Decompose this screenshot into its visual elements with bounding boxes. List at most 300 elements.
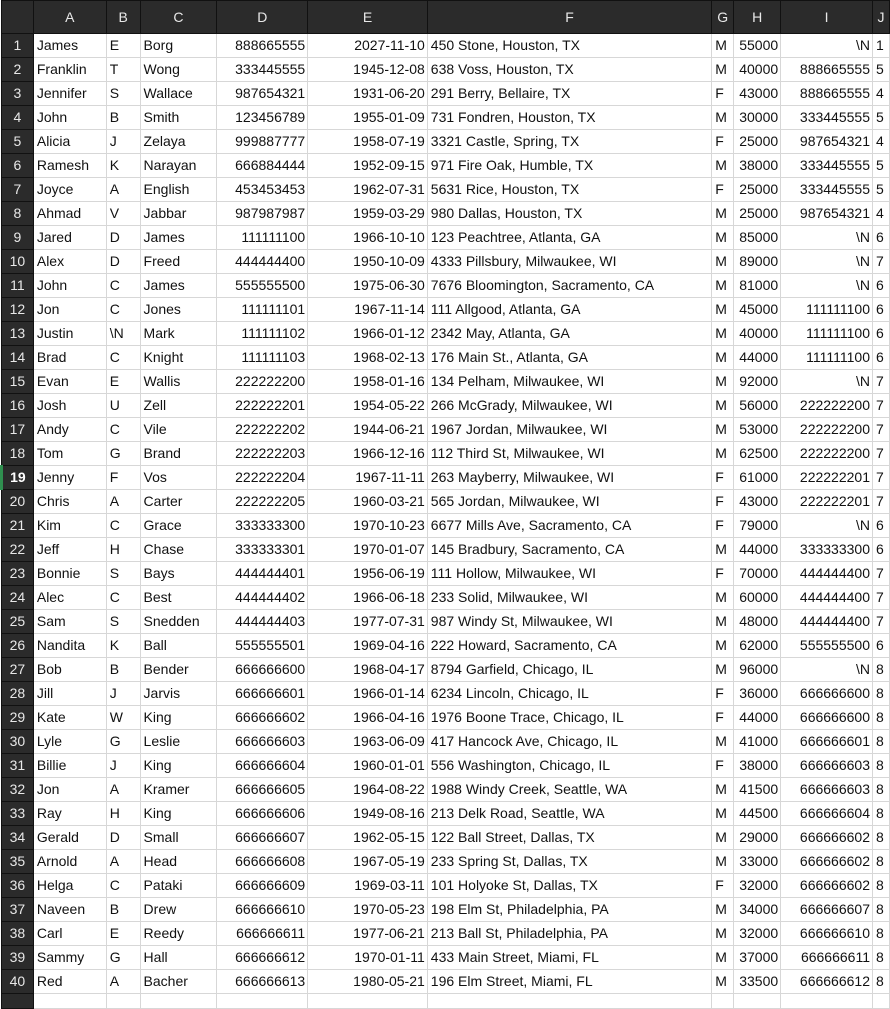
row-header[interactable]: 3 xyxy=(2,82,34,106)
supervisor-ssn-cell[interactable]: 666666607 xyxy=(781,898,873,922)
address-cell[interactable]: 5631 Rice, Houston, TX xyxy=(427,178,711,202)
birth-date-cell[interactable]: 1968-04-17 xyxy=(308,658,428,682)
middle-initial-cell[interactable]: J xyxy=(106,754,140,778)
salary-cell[interactable]: 53000 xyxy=(734,418,781,442)
sex-cell[interactable]: M xyxy=(712,394,734,418)
supervisor-ssn-cell[interactable]: \N xyxy=(781,274,873,298)
salary-cell[interactable]: 25000 xyxy=(734,202,781,226)
last-name-cell[interactable]: James xyxy=(140,274,217,298)
first-name-cell[interactable]: Lyle xyxy=(33,730,106,754)
first-name-cell[interactable]: Andy xyxy=(33,418,106,442)
middle-initial-cell[interactable]: J xyxy=(106,130,140,154)
column-header-e[interactable]: E xyxy=(308,1,428,34)
empty-cell[interactable] xyxy=(712,994,734,1009)
address-cell[interactable]: 222 Howard, Sacramento, CA xyxy=(427,634,711,658)
ssn-cell[interactable]: 222222204 xyxy=(217,466,308,490)
sex-cell[interactable]: M xyxy=(712,586,734,610)
sex-cell[interactable]: M xyxy=(712,418,734,442)
middle-initial-cell[interactable]: C xyxy=(106,874,140,898)
salary-cell[interactable]: 61000 xyxy=(734,466,781,490)
salary-cell[interactable]: 45000 xyxy=(734,298,781,322)
last-name-cell[interactable]: Best xyxy=(140,586,217,610)
birth-date-cell[interactable]: 1949-08-16 xyxy=(308,802,428,826)
row-header[interactable]: 5 xyxy=(2,130,34,154)
supervisor-ssn-cell[interactable]: 987654321 xyxy=(781,202,873,226)
supervisor-ssn-cell[interactable]: 333445555 xyxy=(781,154,873,178)
select-all-corner[interactable] xyxy=(2,1,34,34)
salary-cell[interactable]: 44000 xyxy=(734,346,781,370)
sex-cell[interactable]: M xyxy=(712,802,734,826)
sex-cell[interactable]: M xyxy=(712,850,734,874)
address-cell[interactable]: 417 Hancock Ave, Chicago, IL xyxy=(427,730,711,754)
ssn-cell[interactable]: 987654321 xyxy=(217,82,308,106)
address-cell[interactable]: 1988 Windy Creek, Seattle, WA xyxy=(427,778,711,802)
dept-number-cell[interactable]: 6 xyxy=(872,322,889,346)
last-name-cell[interactable]: Jarvis xyxy=(140,682,217,706)
middle-initial-cell[interactable]: H xyxy=(106,802,140,826)
column-header-b[interactable]: B xyxy=(106,1,140,34)
row-header[interactable] xyxy=(2,994,34,1009)
dept-number-cell[interactable]: 5 xyxy=(872,178,889,202)
row-header[interactable]: 1 xyxy=(2,34,34,58)
last-name-cell[interactable]: Vile xyxy=(140,418,217,442)
ssn-cell[interactable]: 666666610 xyxy=(217,898,308,922)
supervisor-ssn-cell[interactable]: 888665555 xyxy=(781,58,873,82)
column-header-c[interactable]: C xyxy=(140,1,217,34)
row-header[interactable]: 15 xyxy=(2,370,34,394)
address-cell[interactable]: 4333 Pillsbury, Milwaukee, WI xyxy=(427,250,711,274)
birth-date-cell[interactable]: 1958-07-19 xyxy=(308,130,428,154)
salary-cell[interactable]: 41500 xyxy=(734,778,781,802)
first-name-cell[interactable]: Jon xyxy=(33,778,106,802)
birth-date-cell[interactable]: 1966-12-16 xyxy=(308,442,428,466)
dept-number-cell[interactable]: 8 xyxy=(872,658,889,682)
address-cell[interactable]: 731 Fondren, Houston, TX xyxy=(427,106,711,130)
ssn-cell[interactable]: 444444402 xyxy=(217,586,308,610)
supervisor-ssn-cell[interactable]: 987654321 xyxy=(781,130,873,154)
row-header[interactable]: 37 xyxy=(2,898,34,922)
sex-cell[interactable]: M xyxy=(712,610,734,634)
middle-initial-cell[interactable]: C xyxy=(106,298,140,322)
column-header-j[interactable]: J xyxy=(872,1,889,34)
dept-number-cell[interactable]: 8 xyxy=(872,970,889,994)
ssn-cell[interactable]: 666666613 xyxy=(217,970,308,994)
middle-initial-cell[interactable]: S xyxy=(106,82,140,106)
dept-number-cell[interactable]: 7 xyxy=(872,490,889,514)
salary-cell[interactable]: 81000 xyxy=(734,274,781,298)
supervisor-ssn-cell[interactable]: 222222200 xyxy=(781,418,873,442)
sex-cell[interactable]: M xyxy=(712,106,734,130)
sex-cell[interactable]: M xyxy=(712,826,734,850)
first-name-cell[interactable]: Arnold xyxy=(33,850,106,874)
birth-date-cell[interactable]: 1967-05-19 xyxy=(308,850,428,874)
last-name-cell[interactable]: King xyxy=(140,754,217,778)
row-header[interactable]: 39 xyxy=(2,946,34,970)
dept-number-cell[interactable]: 7 xyxy=(872,586,889,610)
salary-cell[interactable]: 33500 xyxy=(734,970,781,994)
first-name-cell[interactable]: Billie xyxy=(33,754,106,778)
row-header[interactable]: 34 xyxy=(2,826,34,850)
middle-initial-cell[interactable]: C xyxy=(106,418,140,442)
last-name-cell[interactable]: Jones xyxy=(140,298,217,322)
row-header[interactable]: 19 xyxy=(2,466,34,490)
birth-date-cell[interactable]: 1970-10-23 xyxy=(308,514,428,538)
address-cell[interactable]: 565 Jordan, Milwaukee, WI xyxy=(427,490,711,514)
ssn-cell[interactable]: 222222200 xyxy=(217,370,308,394)
supervisor-ssn-cell[interactable]: 444444400 xyxy=(781,610,873,634)
dept-number-cell[interactable]: 6 xyxy=(872,538,889,562)
last-name-cell[interactable]: Snedden xyxy=(140,610,217,634)
middle-initial-cell[interactable]: T xyxy=(106,58,140,82)
last-name-cell[interactable]: Wallis xyxy=(140,370,217,394)
middle-initial-cell[interactable]: A xyxy=(106,970,140,994)
middle-initial-cell[interactable]: B xyxy=(106,898,140,922)
empty-cell[interactable] xyxy=(781,994,873,1009)
middle-initial-cell[interactable]: D xyxy=(106,226,140,250)
supervisor-ssn-cell[interactable]: 333333300 xyxy=(781,538,873,562)
row-header[interactable]: 23 xyxy=(2,562,34,586)
middle-initial-cell[interactable]: D xyxy=(106,250,140,274)
ssn-cell[interactable]: 666666608 xyxy=(217,850,308,874)
supervisor-ssn-cell[interactable]: \N xyxy=(781,226,873,250)
address-cell[interactable]: 233 Spring St, Dallas, TX xyxy=(427,850,711,874)
dept-number-cell[interactable]: 7 xyxy=(872,250,889,274)
address-cell[interactable]: 450 Stone, Houston, TX xyxy=(427,34,711,58)
dept-number-cell[interactable]: 8 xyxy=(872,946,889,970)
sex-cell[interactable]: M xyxy=(712,346,734,370)
dept-number-cell[interactable]: 5 xyxy=(872,58,889,82)
supervisor-ssn-cell[interactable]: 888665555 xyxy=(781,82,873,106)
address-cell[interactable]: 213 Delk Road, Seattle, WA xyxy=(427,802,711,826)
middle-initial-cell[interactable]: A xyxy=(106,490,140,514)
middle-initial-cell[interactable]: A xyxy=(106,178,140,202)
sex-cell[interactable]: M xyxy=(712,634,734,658)
supervisor-ssn-cell[interactable]: 444444400 xyxy=(781,562,873,586)
first-name-cell[interactable]: Sammy xyxy=(33,946,106,970)
address-cell[interactable]: 980 Dallas, Houston, TX xyxy=(427,202,711,226)
address-cell[interactable]: 7676 Bloomington, Sacramento, CA xyxy=(427,274,711,298)
sex-cell[interactable]: F xyxy=(712,178,734,202)
last-name-cell[interactable]: Bacher xyxy=(140,970,217,994)
birth-date-cell[interactable]: 1966-01-12 xyxy=(308,322,428,346)
first-name-cell[interactable]: Ahmad xyxy=(33,202,106,226)
last-name-cell[interactable]: King xyxy=(140,802,217,826)
address-cell[interactable]: 198 Elm St, Philadelphia, PA xyxy=(427,898,711,922)
dept-number-cell[interactable]: 8 xyxy=(872,802,889,826)
supervisor-ssn-cell[interactable]: \N xyxy=(781,250,873,274)
salary-cell[interactable]: 89000 xyxy=(734,250,781,274)
sex-cell[interactable]: F xyxy=(712,514,734,538)
first-name-cell[interactable]: Ray xyxy=(33,802,106,826)
dept-number-cell[interactable]: 8 xyxy=(872,898,889,922)
ssn-cell[interactable]: 666666600 xyxy=(217,658,308,682)
dept-number-cell[interactable]: 6 xyxy=(872,226,889,250)
sex-cell[interactable]: M xyxy=(712,154,734,178)
middle-initial-cell[interactable]: J xyxy=(106,682,140,706)
last-name-cell[interactable]: Bays xyxy=(140,562,217,586)
first-name-cell[interactable]: Jenny xyxy=(33,466,106,490)
salary-cell[interactable]: 37000 xyxy=(734,946,781,970)
address-cell[interactable]: 233 Solid, Milwaukee, WI xyxy=(427,586,711,610)
first-name-cell[interactable]: Alec xyxy=(33,586,106,610)
row-header[interactable]: 27 xyxy=(2,658,34,682)
supervisor-ssn-cell[interactable]: 666666600 xyxy=(781,706,873,730)
row-header[interactable]: 14 xyxy=(2,346,34,370)
address-cell[interactable]: 111 Hollow, Milwaukee, WI xyxy=(427,562,711,586)
address-cell[interactable]: 101 Holyoke St, Dallas, TX xyxy=(427,874,711,898)
ssn-cell[interactable]: 666666612 xyxy=(217,946,308,970)
empty-cell[interactable] xyxy=(734,994,781,1009)
middle-initial-cell[interactable]: E xyxy=(106,370,140,394)
salary-cell[interactable]: 44000 xyxy=(734,538,781,562)
row-header[interactable]: 4 xyxy=(2,106,34,130)
salary-cell[interactable]: 32000 xyxy=(734,874,781,898)
last-name-cell[interactable]: Pataki xyxy=(140,874,217,898)
ssn-cell[interactable]: 111111101 xyxy=(217,298,308,322)
salary-cell[interactable]: 62000 xyxy=(734,634,781,658)
first-name-cell[interactable]: Chris xyxy=(33,490,106,514)
sex-cell[interactable]: M xyxy=(712,274,734,298)
salary-cell[interactable]: 34000 xyxy=(734,898,781,922)
sex-cell[interactable]: M xyxy=(712,298,734,322)
ssn-cell[interactable]: 666884444 xyxy=(217,154,308,178)
first-name-cell[interactable]: Jennifer xyxy=(33,82,106,106)
salary-cell[interactable]: 38000 xyxy=(734,154,781,178)
middle-initial-cell[interactable]: E xyxy=(106,922,140,946)
middle-initial-cell[interactable]: K xyxy=(106,634,140,658)
address-cell[interactable]: 987 Windy St, Milwaukee, WI xyxy=(427,610,711,634)
birth-date-cell[interactable]: 1950-10-09 xyxy=(308,250,428,274)
middle-initial-cell[interactable]: H xyxy=(106,538,140,562)
birth-date-cell[interactable]: 1966-04-16 xyxy=(308,706,428,730)
sex-cell[interactable]: M xyxy=(712,778,734,802)
ssn-cell[interactable]: 333445555 xyxy=(217,58,308,82)
last-name-cell[interactable]: Reedy xyxy=(140,922,217,946)
supervisor-ssn-cell[interactable]: 666666600 xyxy=(781,682,873,706)
empty-cell[interactable] xyxy=(106,994,140,1009)
birth-date-cell[interactable]: 1931-06-20 xyxy=(308,82,428,106)
supervisor-ssn-cell[interactable]: 666666601 xyxy=(781,730,873,754)
row-header[interactable]: 9 xyxy=(2,226,34,250)
column-header-a[interactable]: A xyxy=(33,1,106,34)
column-header-d[interactable]: D xyxy=(217,1,308,34)
dept-number-cell[interactable]: 6 xyxy=(872,346,889,370)
supervisor-ssn-cell[interactable]: \N xyxy=(781,658,873,682)
ssn-cell[interactable]: 666666607 xyxy=(217,826,308,850)
last-name-cell[interactable]: Small xyxy=(140,826,217,850)
birth-date-cell[interactable]: 1966-06-18 xyxy=(308,586,428,610)
ssn-cell[interactable]: 666666601 xyxy=(217,682,308,706)
salary-cell[interactable]: 40000 xyxy=(734,322,781,346)
middle-initial-cell[interactable]: C xyxy=(106,346,140,370)
sex-cell[interactable]: F xyxy=(712,874,734,898)
column-header-i[interactable]: I xyxy=(781,1,873,34)
ssn-cell[interactable]: 444444401 xyxy=(217,562,308,586)
dept-number-cell[interactable]: 5 xyxy=(872,154,889,178)
row-header[interactable]: 24 xyxy=(2,586,34,610)
last-name-cell[interactable]: Wong xyxy=(140,58,217,82)
birth-date-cell[interactable]: 1960-01-01 xyxy=(308,754,428,778)
salary-cell[interactable]: 55000 xyxy=(734,34,781,58)
row-header[interactable]: 7 xyxy=(2,178,34,202)
birth-date-cell[interactable]: 1962-05-15 xyxy=(308,826,428,850)
supervisor-ssn-cell[interactable]: 111111100 xyxy=(781,298,873,322)
ssn-cell[interactable]: 555555501 xyxy=(217,634,308,658)
ssn-cell[interactable]: 666666603 xyxy=(217,730,308,754)
dept-number-cell[interactable]: 8 xyxy=(872,754,889,778)
dept-number-cell[interactable]: 4 xyxy=(872,82,889,106)
address-cell[interactable]: 263 Mayberry, Milwaukee, WI xyxy=(427,466,711,490)
ssn-cell[interactable]: 444444403 xyxy=(217,610,308,634)
first-name-cell[interactable]: Kim xyxy=(33,514,106,538)
last-name-cell[interactable]: Kramer xyxy=(140,778,217,802)
salary-cell[interactable]: 29000 xyxy=(734,826,781,850)
address-cell[interactable]: 266 McGrady, Milwaukee, WI xyxy=(427,394,711,418)
row-header[interactable]: 6 xyxy=(2,154,34,178)
ssn-cell[interactable]: 666666609 xyxy=(217,874,308,898)
sex-cell[interactable]: M xyxy=(712,922,734,946)
first-name-cell[interactable]: Gerald xyxy=(33,826,106,850)
last-name-cell[interactable]: Brand xyxy=(140,442,217,466)
middle-initial-cell[interactable]: E xyxy=(106,34,140,58)
middle-initial-cell[interactable]: \N xyxy=(106,322,140,346)
supervisor-ssn-cell[interactable]: 333445555 xyxy=(781,106,873,130)
first-name-cell[interactable]: Jeff xyxy=(33,538,106,562)
address-cell[interactable]: 2342 May, Atlanta, GA xyxy=(427,322,711,346)
dept-number-cell[interactable]: 7 xyxy=(872,466,889,490)
salary-cell[interactable]: 30000 xyxy=(734,106,781,130)
supervisor-ssn-cell[interactable]: 222222200 xyxy=(781,394,873,418)
sex-cell[interactable]: M xyxy=(712,322,734,346)
sex-cell[interactable]: M xyxy=(712,538,734,562)
last-name-cell[interactable]: Grace xyxy=(140,514,217,538)
address-cell[interactable]: 8794 Garfield, Chicago, IL xyxy=(427,658,711,682)
ssn-cell[interactable]: 987987987 xyxy=(217,202,308,226)
ssn-cell[interactable]: 444444400 xyxy=(217,250,308,274)
supervisor-ssn-cell[interactable]: 222222201 xyxy=(781,490,873,514)
column-header-g[interactable]: G xyxy=(712,1,734,34)
salary-cell[interactable]: 41000 xyxy=(734,730,781,754)
dept-number-cell[interactable]: 7 xyxy=(872,442,889,466)
birth-date-cell[interactable]: 1967-11-14 xyxy=(308,298,428,322)
last-name-cell[interactable]: Head xyxy=(140,850,217,874)
salary-cell[interactable]: 40000 xyxy=(734,58,781,82)
row-header[interactable]: 35 xyxy=(2,850,34,874)
dept-number-cell[interactable]: 8 xyxy=(872,826,889,850)
row-header[interactable]: 12 xyxy=(2,298,34,322)
supervisor-ssn-cell[interactable]: 666666610 xyxy=(781,922,873,946)
salary-cell[interactable]: 36000 xyxy=(734,682,781,706)
last-name-cell[interactable]: Bender xyxy=(140,658,217,682)
dept-number-cell[interactable]: 7 xyxy=(872,418,889,442)
supervisor-ssn-cell[interactable]: 111111100 xyxy=(781,322,873,346)
birth-date-cell[interactable]: 1944-06-21 xyxy=(308,418,428,442)
sex-cell[interactable]: M xyxy=(712,226,734,250)
row-header[interactable]: 17 xyxy=(2,418,34,442)
row-header[interactable]: 36 xyxy=(2,874,34,898)
sex-cell[interactable]: M xyxy=(712,370,734,394)
address-cell[interactable]: 6677 Mills Ave, Sacramento, CA xyxy=(427,514,711,538)
salary-cell[interactable]: 32000 xyxy=(734,922,781,946)
address-cell[interactable]: 176 Main St., Atlanta, GA xyxy=(427,346,711,370)
middle-initial-cell[interactable]: W xyxy=(106,706,140,730)
birth-date-cell[interactable]: 1969-04-16 xyxy=(308,634,428,658)
ssn-cell[interactable]: 888665555 xyxy=(217,34,308,58)
supervisor-ssn-cell[interactable]: 222222200 xyxy=(781,442,873,466)
middle-initial-cell[interactable]: S xyxy=(106,562,140,586)
dept-number-cell[interactable]: 7 xyxy=(872,610,889,634)
empty-cell[interactable] xyxy=(33,994,106,1009)
column-header-h[interactable]: H xyxy=(734,1,781,34)
last-name-cell[interactable]: Zell xyxy=(140,394,217,418)
supervisor-ssn-cell[interactable]: \N xyxy=(781,34,873,58)
ssn-cell[interactable]: 666666605 xyxy=(217,778,308,802)
ssn-cell[interactable]: 222222202 xyxy=(217,418,308,442)
dept-number-cell[interactable]: 6 xyxy=(872,298,889,322)
dept-number-cell[interactable]: 1 xyxy=(872,34,889,58)
sex-cell[interactable]: F xyxy=(712,466,734,490)
row-header[interactable]: 8 xyxy=(2,202,34,226)
middle-initial-cell[interactable]: C xyxy=(106,514,140,538)
last-name-cell[interactable]: Ball xyxy=(140,634,217,658)
sex-cell[interactable]: F xyxy=(712,682,734,706)
birth-date-cell[interactable]: 1966-01-14 xyxy=(308,682,428,706)
birth-date-cell[interactable]: 1966-10-10 xyxy=(308,226,428,250)
middle-initial-cell[interactable]: F xyxy=(106,466,140,490)
dept-number-cell[interactable]: 8 xyxy=(872,922,889,946)
row-header[interactable]: 40 xyxy=(2,970,34,994)
sex-cell[interactable]: M xyxy=(712,730,734,754)
sex-cell[interactable]: F xyxy=(712,130,734,154)
supervisor-ssn-cell[interactable]: 666666603 xyxy=(781,754,873,778)
sex-cell[interactable]: M xyxy=(712,658,734,682)
last-name-cell[interactable]: James xyxy=(140,226,217,250)
supervisor-ssn-cell[interactable]: 666666602 xyxy=(781,874,873,898)
salary-cell[interactable]: 25000 xyxy=(734,178,781,202)
sex-cell[interactable]: M xyxy=(712,58,734,82)
birth-date-cell[interactable]: 1945-12-08 xyxy=(308,58,428,82)
empty-cell[interactable] xyxy=(308,994,428,1009)
dept-number-cell[interactable]: 7 xyxy=(872,562,889,586)
last-name-cell[interactable]: Mark xyxy=(140,322,217,346)
column-header-f[interactable]: F xyxy=(427,1,711,34)
sex-cell[interactable]: M xyxy=(712,442,734,466)
sex-cell[interactable]: M xyxy=(712,202,734,226)
dept-number-cell[interactable]: 4 xyxy=(872,202,889,226)
address-cell[interactable]: 123 Peachtree, Atlanta, GA xyxy=(427,226,711,250)
supervisor-ssn-cell[interactable]: 666666604 xyxy=(781,802,873,826)
sex-cell[interactable]: M xyxy=(712,970,734,994)
birth-date-cell[interactable]: 1964-08-22 xyxy=(308,778,428,802)
birth-date-cell[interactable]: 1970-05-23 xyxy=(308,898,428,922)
ssn-cell[interactable]: 222222205 xyxy=(217,490,308,514)
middle-initial-cell[interactable]: A xyxy=(106,778,140,802)
middle-initial-cell[interactable]: C xyxy=(106,274,140,298)
salary-cell[interactable]: 48000 xyxy=(734,610,781,634)
address-cell[interactable]: 196 Elm Street, Miami, FL xyxy=(427,970,711,994)
last-name-cell[interactable]: Narayan xyxy=(140,154,217,178)
sex-cell[interactable]: M xyxy=(712,34,734,58)
birth-date-cell[interactable]: 1967-11-11 xyxy=(308,466,428,490)
supervisor-ssn-cell[interactable]: 111111100 xyxy=(781,346,873,370)
empty-cell[interactable] xyxy=(427,994,711,1009)
ssn-cell[interactable]: 111111103 xyxy=(217,346,308,370)
row-header[interactable]: 22 xyxy=(2,538,34,562)
address-cell[interactable]: 3321 Castle, Spring, TX xyxy=(427,130,711,154)
salary-cell[interactable]: 79000 xyxy=(734,514,781,538)
first-name-cell[interactable]: Ramesh xyxy=(33,154,106,178)
row-header[interactable]: 11 xyxy=(2,274,34,298)
